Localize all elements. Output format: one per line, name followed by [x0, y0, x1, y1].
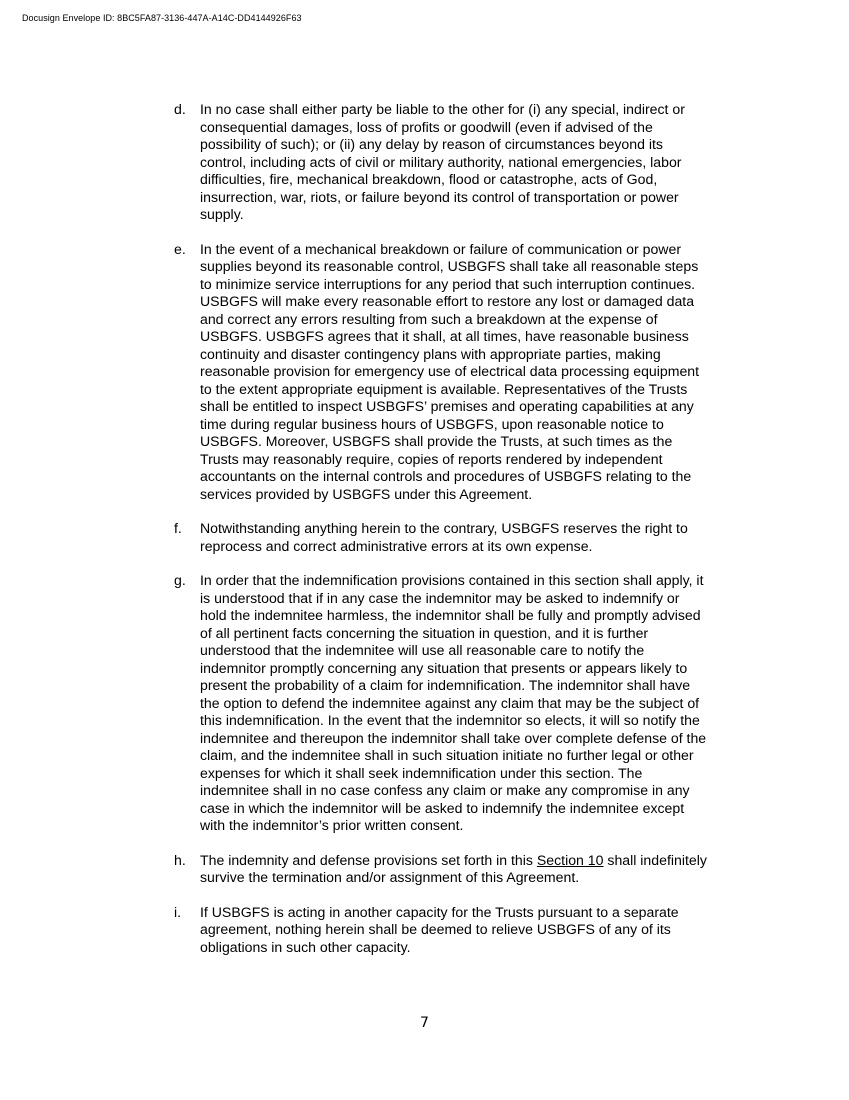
clause-marker: e.: [174, 240, 186, 257]
clause-i: [174, 904, 754, 957]
clause-text: Notwithstanding anything herein to the contrary, USBGFS reserves the right to reprocess and correct administrative errors at its own expense.: [200, 520, 688, 554]
clause-marker: g.: [174, 572, 186, 588]
clause-text-after: shall indefinitely survive the termination and/or assignment of this Agreement.: [200, 851, 707, 885]
clause-e: [174, 241, 754, 504]
page-number: 7: [420, 1015, 429, 1031]
clause-text: In no case shall either party be liable to the other for (i) any special, indirect or consequential damages, loss of profits or goodwill (even if advised of the possibility of such); or (ii) any delay by reason of circumstances beyond its control, including acts of civil or military authority, national emergencies, labor difficulties, fire, mechanical breakdown, flood or catastrophe, acts of God, insurrection, war, riots, or failure beyond its control of transportation or power supply.: [200, 101, 685, 222]
clause-text: [200, 852, 754, 887]
clause-marker: i.: [174, 903, 182, 920]
envelope-id-header: Docusign Envelope ID: 8BC5FA87-3136-447A-A14C-DD4144926F63: [22, 13, 302, 23]
clause-text: If USBGFS is acting in another capacity for the Trusts pursuant to a separate agreement, nothing herein shall be deemed to relieve USBGFS of any of its obligations in such other capacity.: [200, 903, 679, 955]
section-reference: Section 10: [536, 851, 604, 868]
clause-f: [174, 520, 754, 555]
clause-text: In order that the indemnification provisions contained in this section shall apply, it is understood that if in any case the indemnitor may be asked to indemnify or hold the indemnitee harmless, the indemnitor shall be fully and promptly advised of all pertinent facts concerning the situation in question, and it is further understood that the indemnitee will use all reasonable care to notify the indemnitor promptly concerning any situation that presents or appears likely to present the probability of a claim for indemnification. The indemnitor shall have the option to defend the indemnitee against any claim that may be the subject of this indemnification. In the event that the indemnitor so elects, it will so notify the indemnitee and thereupon the indemnitor shall take over complete defense of the claim, and the indemnitee shall in such situation initiate no further legal or other expenses for which it shall seek indemnification under this section. The indemnitee shall in no case confess any claim or make any compromise in any case in which the indemnitor will be asked to indemnify the indemnitee except with the indemnitor’s prior written consent.: [200, 572, 707, 833]
clause-h: [174, 852, 754, 887]
clause-text-before: The indemnity and defense provisions set forth in this: [200, 851, 537, 868]
clause-marker: f.: [174, 520, 182, 536]
clause-g: [174, 572, 754, 835]
clause-text: In the event of a mechanical breakdown or failure of communication or power supplies beyond its reasonable control, USBGFS shall take all reasonable steps to minimize service interruptions for any period that such interruption continues. USBGFS will make every reasonable effort to restore any lost or damaged data and correct any errors resulting from such a breakdown at the expense of USBGFS. USBGFS agrees that it shall, at all times, have reasonable business continuity and disaster contingency plans with appropriate parties, making reasonable provision for emergency use of electrical data processing equipment to the extent appropriate equipment is available. Representatives of the Trusts shall be entitled to inspect USBGFS’ premises and operating capabilities at any time during regular business hours of USBGFS, upon reasonable notice to USBGFS. Moreover, USBGFS shall provide the Trusts, at such times as the Trusts may reasonably require, copies of reports rendered by independent accountants on the internal controls and procedures of USBGFS relating to the services provided by USBGFS under this Agreement.: [200, 240, 700, 502]
clause-marker: h.: [174, 851, 186, 868]
clause-d: [174, 101, 754, 224]
clause-marker: d.: [174, 101, 186, 117]
clause-list: [174, 101, 754, 973]
